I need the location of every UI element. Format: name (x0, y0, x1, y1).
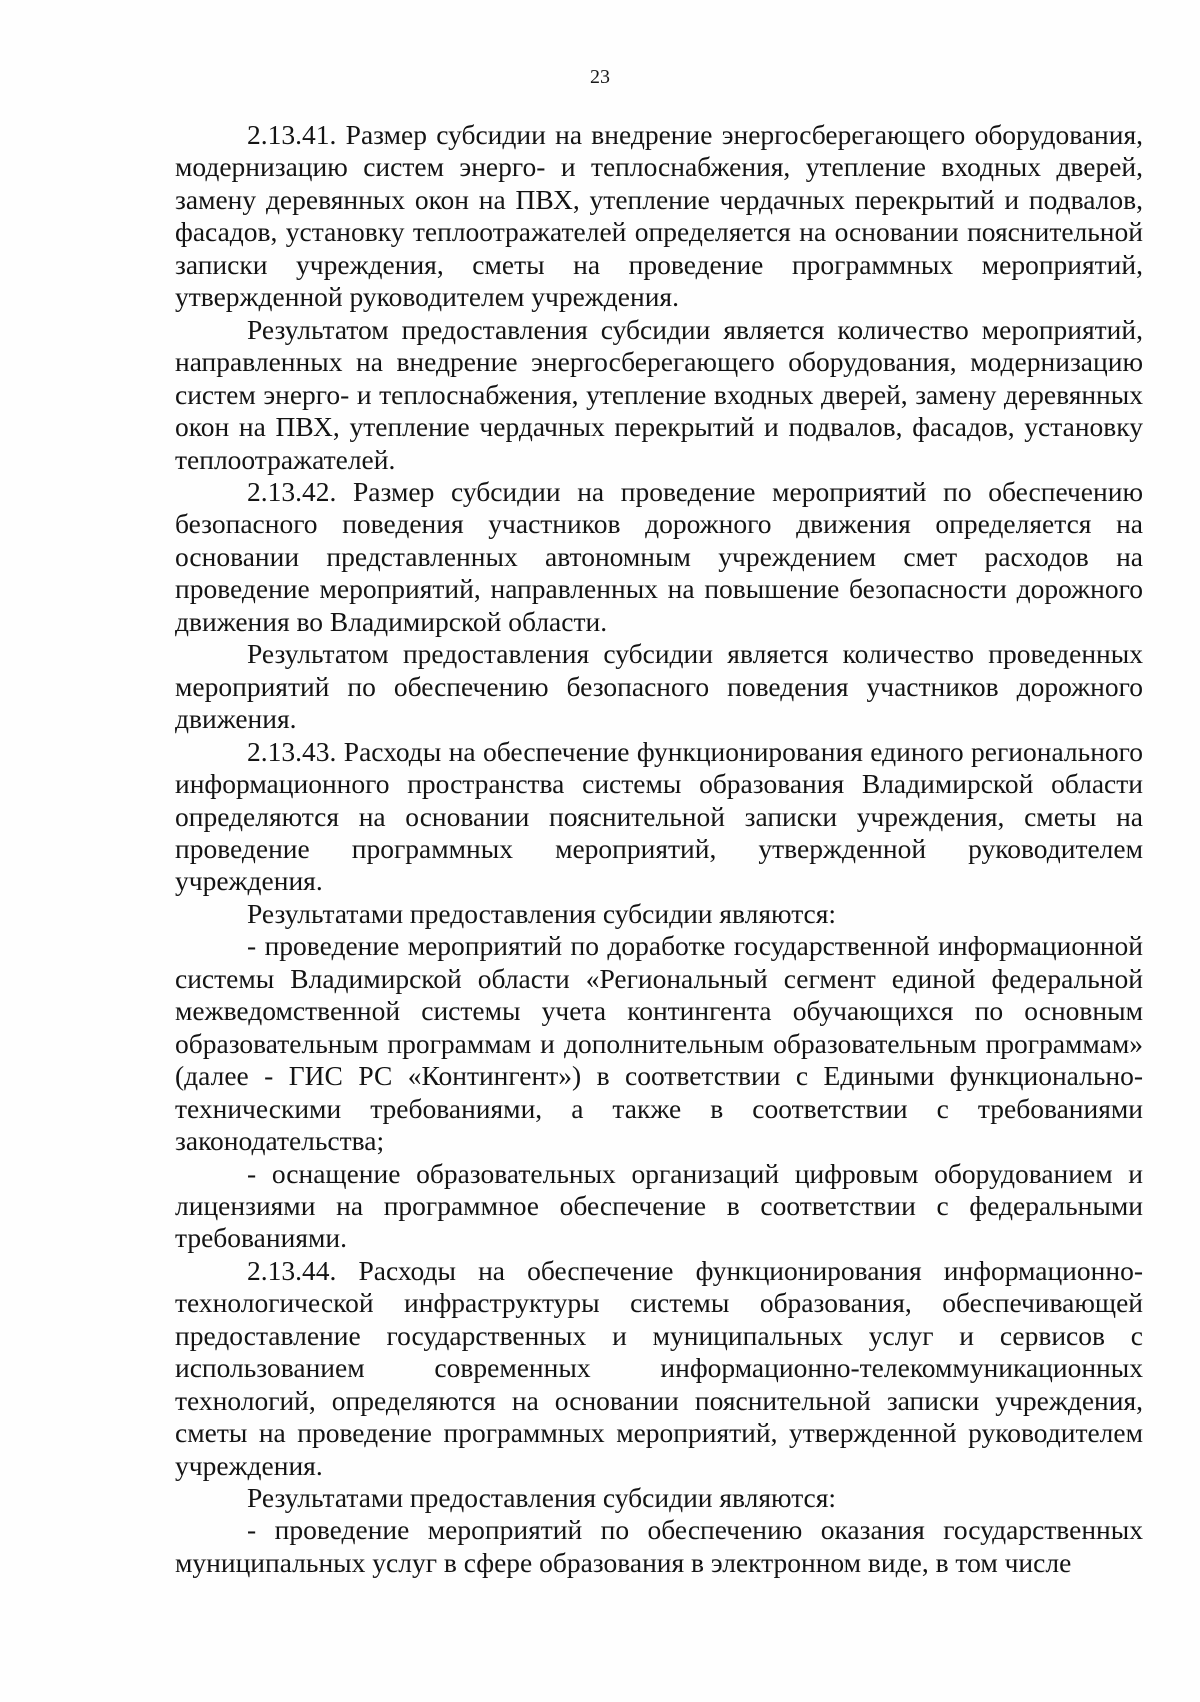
list-item-digital-equipment: - оснащение образовательных организаций цифровым оборудованием и лицензиями на программное обеспечение в соответствии с федеральными требованиями. (175, 1157, 1143, 1254)
paragraph-result-2-13-41: Результатом предоставления субсидии является количество мероприятий, направленных на внедрение энергосберегающего оборудования, модернизацию систем энерго- и теплоснабжения, утепление входных дверей, замену деревянных окон на ПВХ, утепление чердачных перекрытий и подвалов, фасадов, установку теплоотражателей. (175, 313, 1143, 475)
paragraph-2-13-44: 2.13.44. Расходы на обеспечение функционирования информационно-технологической инфраструктуры системы образования, обеспечивающей предоставление государственных и муниципальных услуг и сервисов с использованием современных информационно-телекоммуникационных технологий, определяются на основании пояснительной записки учреждения, сметы на проведение программных мероприятий, утвержденной руководителем учреждения. (175, 1254, 1143, 1481)
list-item-gis-contingent: - проведение мероприятий по доработке государственной информационной системы Владимирской области «Региональный сегмент единой федеральной межведомственной системы учета контингента обучающихся по основным образовательным программам и дополнительным образовательным программам» (далее - ГИС РС «Контингент») в соответствии с Едиными функционально-техническими требованиями, а также в соответствии с требованиями законодательства; (175, 930, 1143, 1157)
paragraph-results-heading-2-13-43: Результатами предоставления субсидии являются: (247, 897, 837, 929)
page-number: 23 (590, 66, 610, 88)
paragraph-2-13-43: 2.13.43. Расходы на обеспечение функционирования единого регионального информационного пространства системы образования Владимирской области определяются на основании пояснительной записки учреждения, сметы на проведение программных мероприятий, утвержденной руководителем учреждения. (175, 735, 1143, 897)
list-item-electronic-services: - проведение мероприятий по обеспечению оказания государственных муниципальных услуг в сфере образования в электронном виде, в том числе (175, 1514, 1143, 1578)
paragraph-result-2-13-42: Результатом предоставления субсидии является количество проведенных мероприятий по обеспечению безопасного поведения участников дорожного движения. (175, 638, 1143, 735)
document-body (175, 119, 1143, 1579)
paragraph-2-13-41: 2.13.41. Размер субсидии на внедрение энергосберегающего оборудования, модернизацию систем энерго- и теплоснабжения, утепление входных дверей, замену деревянных окон на ПВХ, утепление чердачных перекрытий и подвалов, фасадов, установку теплоотражателей определяется на основании пояснительной записки учреждения, сметы на проведение программных мероприятий, утвержденной руководителем учреждения. (175, 119, 1143, 313)
paragraph-2-13-42: 2.13.42. Размер субсидии на проведение мероприятий по обеспечению безопасного поведения участников дорожного движения определяется на основании представленных автономным учреждением смет расходов на проведение мероприятий, направленных на повышение безопасности дорожного движения во Владимирской области. (175, 475, 1143, 637)
paragraph-results-heading-2-13-44: Результатами предоставления субсидии являются: (247, 1482, 837, 1514)
